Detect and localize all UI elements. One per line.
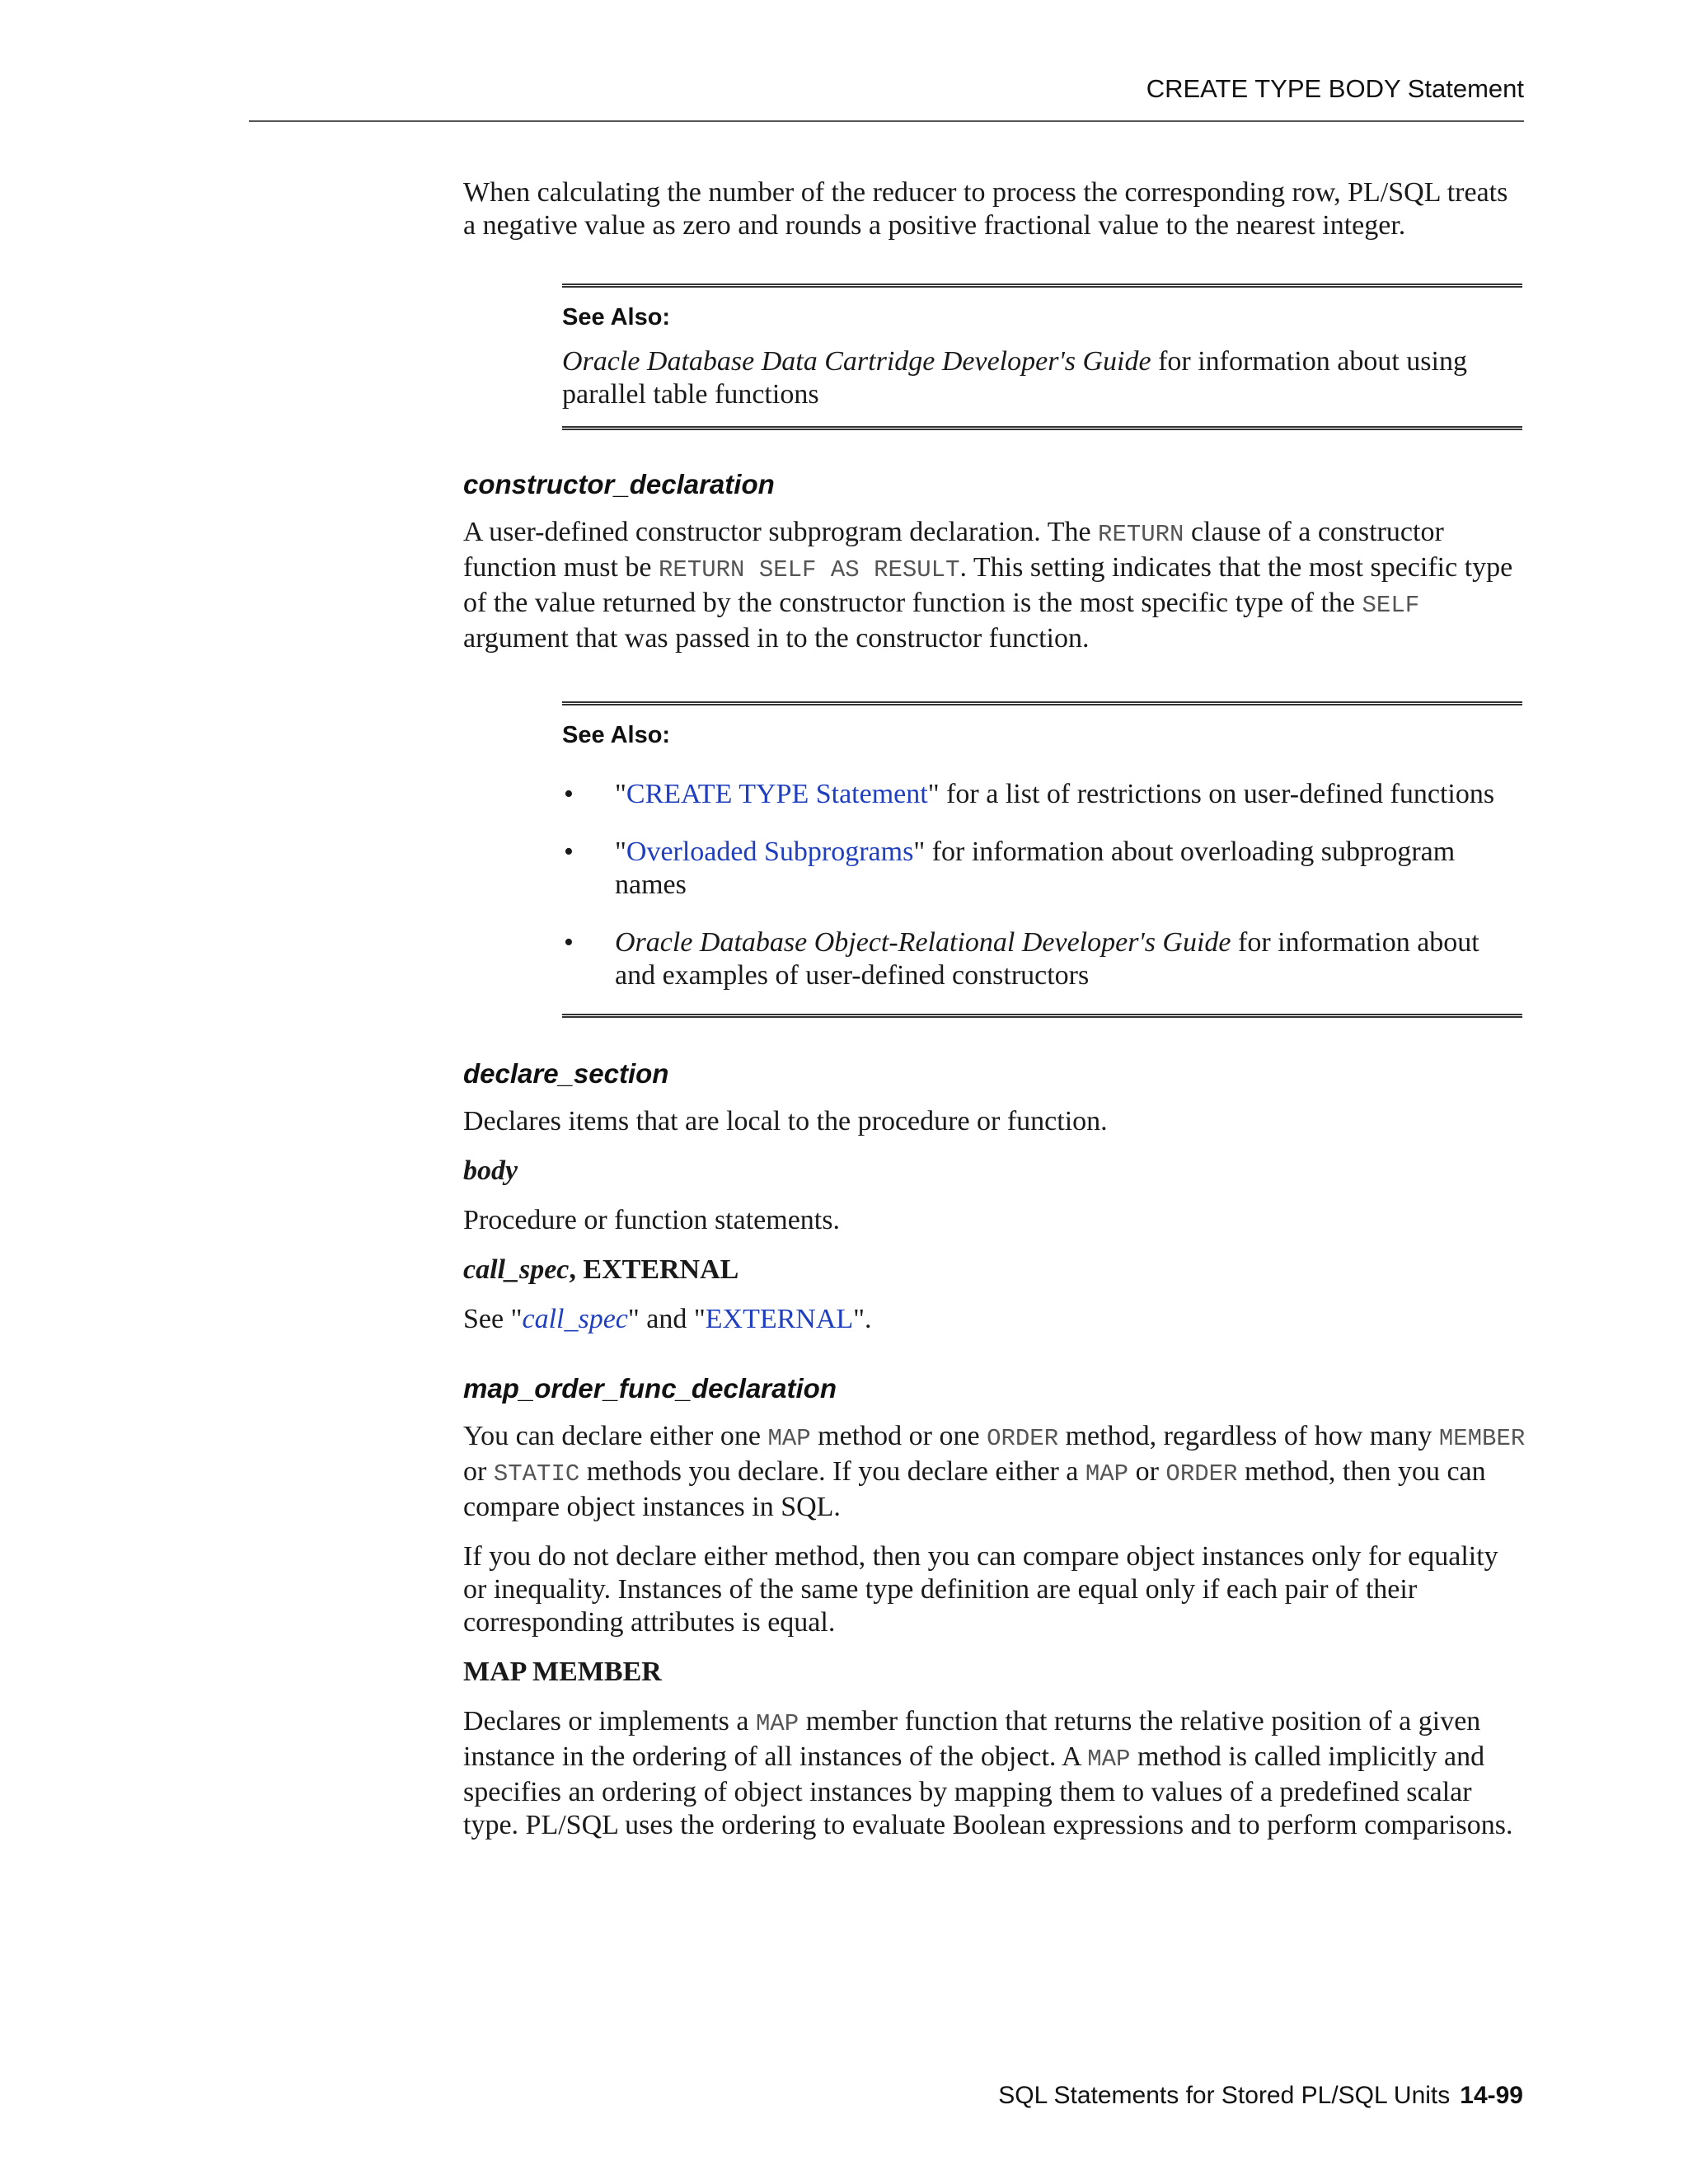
see-also-title: See Also: [562,304,671,330]
call-spec-paragraph: See "call_spec" and "EXTERNAL". [463,1304,872,1334]
bullet: • [564,837,574,867]
bullet: • [564,927,574,958]
heading-map-order-func-declaration: map_order_func_declaration [463,1373,837,1404]
page-number: 14-99 [1460,2082,1523,2109]
heading-body: body [463,1155,518,1186]
see-also-item-object-relational: • Oracle Database Object-Relational Developer's Guide for information about and examples of user-defined constructors [564,927,1479,991]
body-paragraph: Procedure or function statements. [463,1205,840,1235]
running-title: CREATE TYPE BODY Statement [1146,74,1524,103]
see-also-title: See Also: [562,722,671,748]
map-member-paragraph: Declares or implements a MAP member function that returns the relative position of a given instance in the ordering of all instances of the object. A MAP method is called implicitly and specifies an ordering of object instances by mapping them to values of a predefined scalar type. PL/SQL uses the ordering to evaluate Boolean expressions and to perform comparisons. [463,1706,1513,1840]
map-order-paragraph-1: You can declare either one MAP method or one ORDER method, regardless of how many MEMBER or STATIC methods you declare. If you declare either a MAP or ORDER method, then you can compare object instances in SQL. [463,1421,1526,1522]
map-order-paragraph-2: If you do not declare either method, then you can compare object instances only for equality or inequality. Instances of the same type definition are equal only if each pair of their corresponding attributes is equal. [463,1541,1498,1638]
heading-call-spec-external: call_spec, EXTERNAL [463,1254,739,1285]
intro-paragraph: When calculating the number of the reducer to process the corresponding row, PL/SQL treats a negative value as zero and rounds a positive fractional value to the nearest integer. [463,177,1508,241]
book-title: Oracle Database Data Cartridge Developer's Guide [562,346,1151,377]
see-also-item-overloaded: • "Overloaded Subprograms" for information about overloading subprogram names [564,837,1456,900]
link-external[interactable]: EXTERNAL [705,1304,854,1334]
footer-section-title: SQL Statements for Stored PL/SQL Units [998,2082,1451,2109]
see-also-box-constructor [562,701,1522,1018]
page-content [463,176,1526,1842]
link-overloaded-subprograms[interactable]: Overloaded Subprograms [626,837,914,867]
declare-section-paragraph: Declares items that are local to the procedure or function. [463,1106,1108,1137]
see-also-text: Oracle Database Data Cartridge Developer's Guide for information about using parallel table functions [562,346,1467,410]
heading-constructor-declaration: constructor_declaration [463,469,775,499]
see-also-box-parallel [562,284,1522,430]
heading-declare-section: declare_section [463,1058,669,1089]
link-call-spec[interactable]: call_spec [522,1304,628,1334]
bullet: • [564,779,574,809]
page-footer [998,2082,1523,2110]
book-title: Oracle Database Object-Relational Developer's Guide [615,927,1231,958]
see-also-item-create-type: • "CREATE TYPE Statement" for a list of restrictions on user-defined functions [564,779,1495,809]
link-create-type-statement[interactable]: CREATE TYPE Statement [626,779,928,809]
see-also-list [562,778,1522,992]
running-header [249,73,1524,122]
constructor-paragraph: A user-defined constructor subprogram declaration. The RETURN clause of a constructor function must be RETURN SELF AS RESULT. This setting indicates that the most specific type of the value returned by the constructor function is the most specific type of the SELF argument that was passed in to the constructor function. [463,517,1513,654]
heading-map-member: MAP MEMBER [463,1657,662,1687]
